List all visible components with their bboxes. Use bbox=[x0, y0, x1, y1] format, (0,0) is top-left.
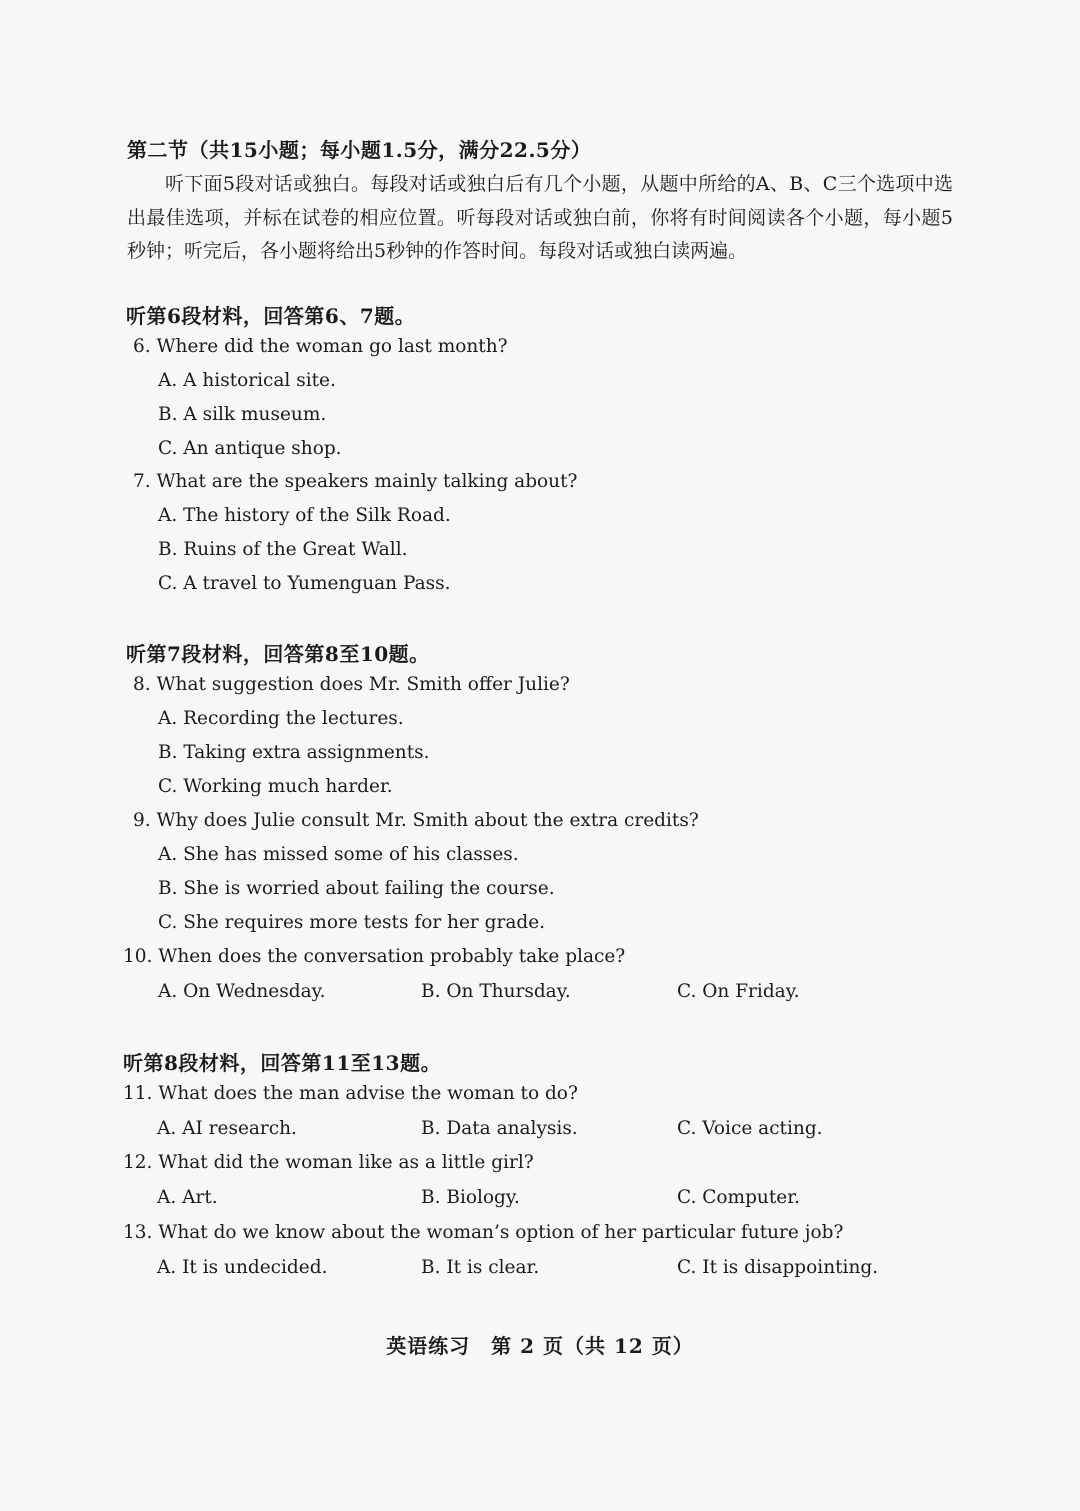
question-8-option-b: B. Taking extra assignments. bbox=[158, 742, 430, 763]
question-13-option-c: C. It is disappointing. bbox=[677, 1257, 879, 1278]
section-title: 第二节（共15小题；每小题1.5分，满分22.5分） bbox=[127, 138, 592, 162]
question-11-option-b: B. Data analysis. bbox=[421, 1118, 578, 1139]
question-12-option-b: B. Biology. bbox=[421, 1187, 520, 1208]
group-heading-6: 听第6段材料，回答第6、7题。 bbox=[126, 304, 416, 328]
question-8-option-c: C. Working much harder. bbox=[158, 776, 393, 797]
question-6-option-a: A. A historical site. bbox=[158, 370, 336, 391]
question-9-option-b: B. She is worried about failing the course. bbox=[158, 878, 555, 899]
question-6-option-b: B. A silk museum. bbox=[158, 404, 327, 425]
question-8: 8. What suggestion does Mr. Smith offer Julie? bbox=[133, 674, 570, 695]
question-9-option-a: A. She has missed some of his classes. bbox=[158, 844, 519, 865]
question-10-option-b: B. On Thursday. bbox=[421, 981, 571, 1002]
question-13-option-b: B. It is clear. bbox=[421, 1257, 540, 1278]
question-7-option-b: B. Ruins of the Great Wall. bbox=[158, 539, 408, 560]
section-instructions: 听下面5段对话或独白。每段对话或独白后有几个小题，从题中所给的A、B、C三个选项中选出最佳选项，并标在试卷的相应位置。听每段对话或独白前，你将有时间阅读各个小题，每小题5秒钟；听完后，各小题将给出5秒钟的作答时间。每段对话或独白读两遍。 bbox=[127, 173, 953, 262]
page-footer: 英语练习 第 2 页（共 12 页） bbox=[386, 1334, 694, 1358]
question-9: 9. Why does Julie consult Mr. Smith about the extra credits? bbox=[133, 810, 699, 831]
question-10: 10. When does the conversation probably take place? bbox=[123, 946, 626, 967]
question-10-option-a: A. On Wednesday. bbox=[158, 981, 326, 1002]
question-11-option-c: C. Voice acting. bbox=[677, 1118, 823, 1139]
question-9-option-c: C. She requires more tests for her grade. bbox=[158, 912, 546, 933]
question-12: 12. What did the woman like as a little girl? bbox=[123, 1152, 534, 1173]
question-7-option-c: C. A travel to Yumenguan Pass. bbox=[158, 573, 451, 594]
question-10-option-c: C. On Friday. bbox=[677, 981, 800, 1002]
group-heading-8: 听第8段材料，回答第11至13题。 bbox=[123, 1051, 442, 1075]
question-13-option-a: A. It is undecided. bbox=[157, 1257, 328, 1278]
question-11: 11. What does the man advise the woman to do? bbox=[123, 1083, 578, 1104]
question-7-option-a: A. The history of the Silk Road. bbox=[158, 505, 451, 526]
question-7: 7. What are the speakers mainly talking about? bbox=[133, 471, 578, 492]
group-heading-7: 听第7段材料，回答第8至10题。 bbox=[126, 642, 430, 666]
question-8-option-a: A. Recording the lectures. bbox=[158, 708, 404, 729]
question-6-option-c: C. An antique shop. bbox=[158, 438, 342, 459]
question-6: 6. Where did the woman go last month? bbox=[133, 336, 508, 357]
question-12-option-a: A. Art. bbox=[157, 1187, 218, 1208]
question-12-option-c: C. Computer. bbox=[677, 1187, 800, 1208]
question-11-option-a: A. AI research. bbox=[157, 1118, 297, 1139]
question-13: 13. What do we know about the woman’s option of her particular future job? bbox=[123, 1222, 844, 1243]
